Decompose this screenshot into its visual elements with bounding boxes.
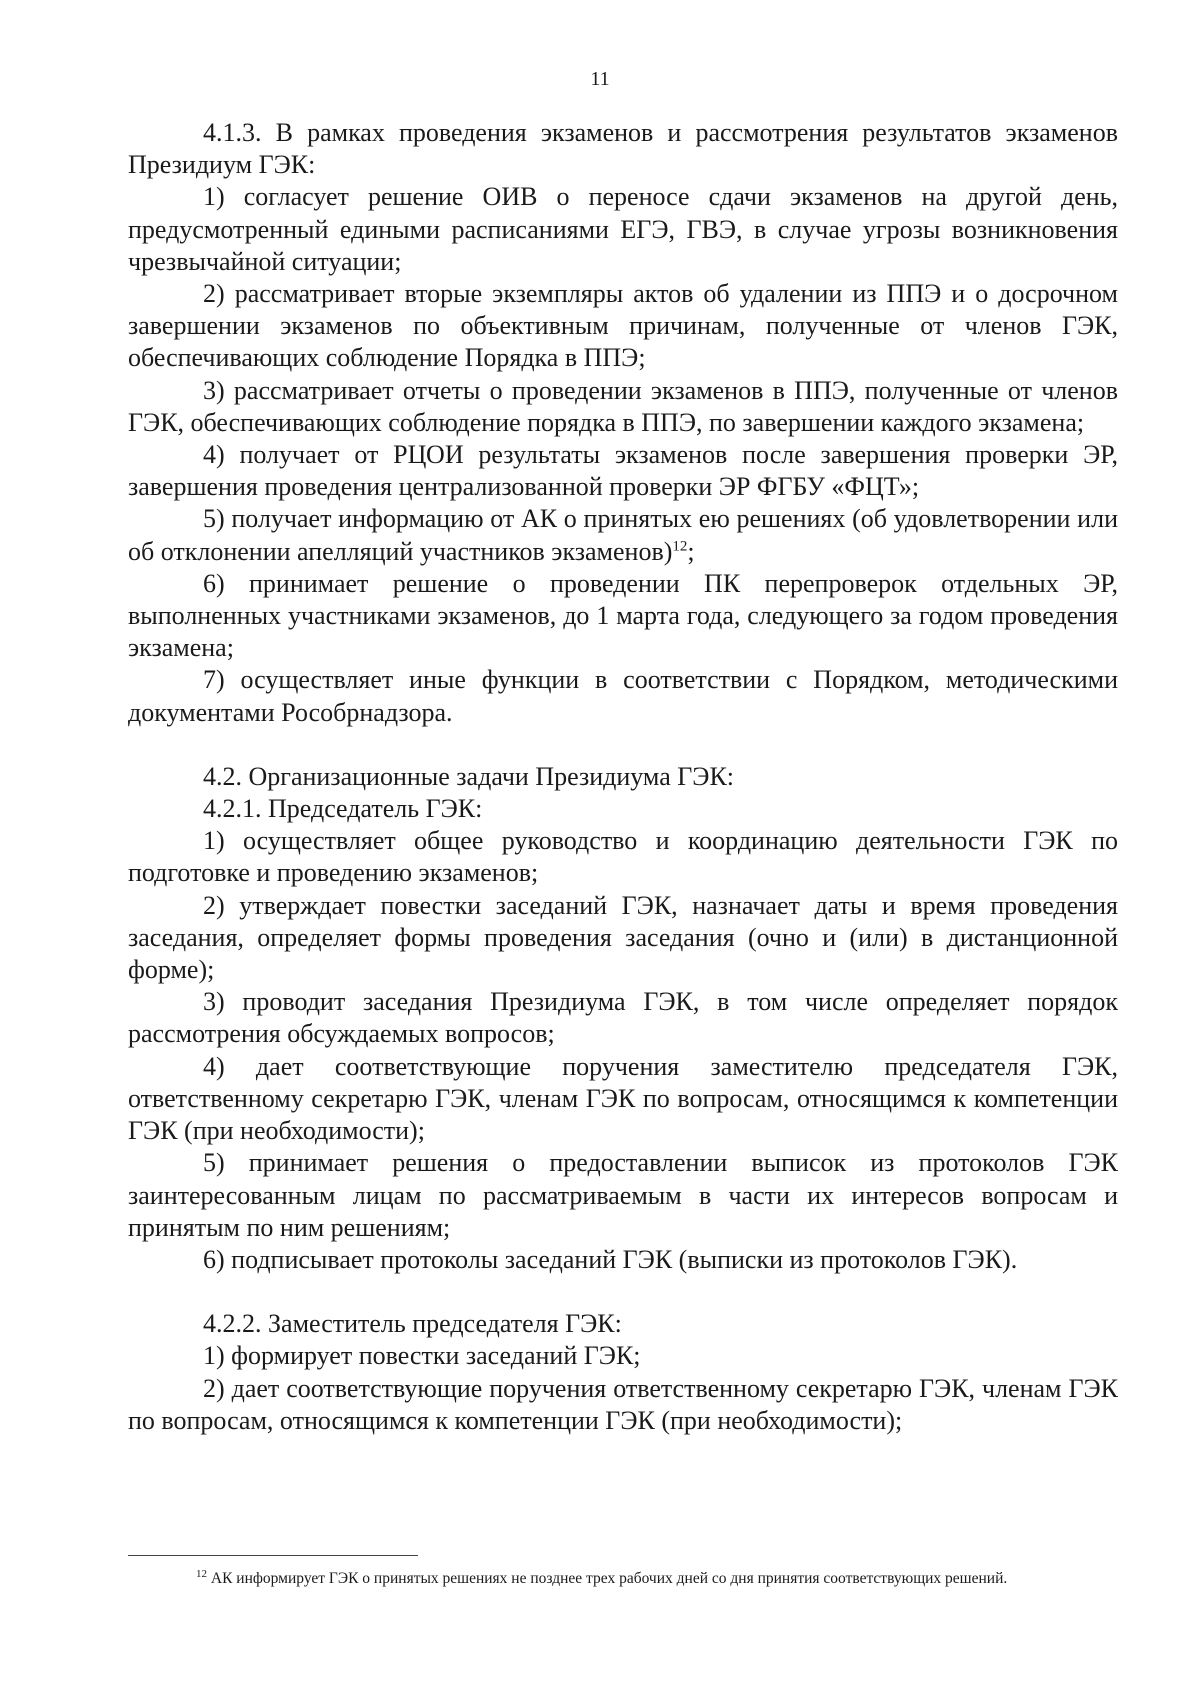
clause-4-1-3-item-2: 2) рассматривает вторые экземпляры актов об удалении из ППЭ и о досрочном завершении экзаменов по объективным причинам, полученные от членов ГЭК, обеспечивающих соблюдение Порядка в ППЭ; xyxy=(128,279,1118,373)
section-4-2-heading: 4.2. Организационные задачи Президиума ГЭК: xyxy=(203,761,735,791)
footnote-reference[interactable]: 12 xyxy=(672,537,688,554)
footnote-separator xyxy=(128,1555,418,1556)
clause-4-2-2-item-1: 1) формирует повестки заседаний ГЭК; xyxy=(203,1341,641,1371)
page-number: 11 xyxy=(590,68,610,90)
clause-4-2-1-item-1: 1) осуществляет общее руководство и координацию деятельности ГЭК по подготовке и проведению экзаменов; xyxy=(128,826,1118,888)
clause-4-1-3-item-4: 4) получает от РЦОИ результаты экзаменов после завершения проверки ЭР, завершения проведения централизованной проверки ЭР ФГБУ «ФЦТ»; xyxy=(128,440,1118,502)
clause-4-2-1-item-3: 3) проводит заседания Президиума ГЭК, в том числе определяет порядок рассмотрения обсуждаемых вопросов; xyxy=(128,987,1118,1049)
clause-4-2-1-heading: 4.2.1. Председатель ГЭК: xyxy=(203,794,483,824)
document-body xyxy=(128,117,1118,1437)
clause-4-1-3-item-1: 1) согласует решение ОИВ о переносе сдачи экзаменов на другой день, предусмотренный едиными расписаниями ЕГЭ, ГВЭ, в случае угрозы возникновения чрезвычайной ситуации; xyxy=(128,182,1118,276)
clause-4-2-1-item-6: 6) подписывает протоколы заседаний ГЭК (выписки из протоколов ГЭК). xyxy=(203,1244,1018,1274)
clause-4-2-1-item-5: 5) принимает решения о предоставлении выписок из протоколов ГЭК заинтересованным лицам по рассматриваемым в части их интересов вопросам и принятым по ним решениям; xyxy=(128,1148,1118,1242)
clause-4-1-3-item-6: 6) принимает решение о проведении ПК перепроверок отдельных ЭР, выполненных участниками экзаменов, до 1 марта года, следующего за годом проведения экзамена; xyxy=(128,568,1118,663)
footnote-mark: 12 xyxy=(196,1567,207,1580)
footnote-text: АК информирует ГЭК о принятых решениях не позднее трех рабочих дней со дня принятия соответствующих решений. xyxy=(210,1570,1008,1587)
clause-4-1-3-item-5 xyxy=(128,503,1118,567)
clause-4-2-2-heading: 4.2.2. Заместитель председателя ГЭК: xyxy=(203,1309,622,1339)
clause-4-1-3-heading: 4.1.3. В рамках проведения экзаменов и рассмотрения результатов экзаменов Президиум ГЭК: xyxy=(128,118,1118,180)
clause-4-2-1-item-4: 4) дает соответствующие поручения заместителю председателя ГЭК, ответственному секретарю ГЭК, членам ГЭК по вопросам, относящимся к компетенции ГЭК (при необходимости); xyxy=(128,1051,1118,1146)
clause-4-1-3-item-5-tail: ; xyxy=(687,536,695,566)
clause-4-1-3-item-3: 3) рассматривает отчеты о проведении экзаменов в ППЭ, полученные от членов ГЭК, обеспечивающих соблюдение порядка в ППЭ, по завершении каждого экзамена; xyxy=(128,375,1118,437)
clause-4-2-2-item-2: 2) дает соответствующие поручения ответственному секретарю ГЭК, членам ГЭК по вопросам, относящимся к компетенции ГЭК (при необходимости); xyxy=(128,1373,1118,1435)
clause-4-1-3-item-5-text: 5) получает информацию от АК о принятых ею решениях (об удовлетворении или об отклонении апелляций участников экзаменов) xyxy=(128,504,1118,566)
clause-4-2-1-item-2: 2) утверждает повестки заседаний ГЭК, назначает даты и время проведения заседания, определяет формы проведения заседания (очно и (или) в дистанционной форме); xyxy=(128,890,1118,985)
clause-4-1-3-item-7: 7) осуществляет иные функции в соответствии с Порядком, методическими документами Рособрнадзора. xyxy=(128,665,1118,727)
footnote xyxy=(128,1567,1118,1590)
